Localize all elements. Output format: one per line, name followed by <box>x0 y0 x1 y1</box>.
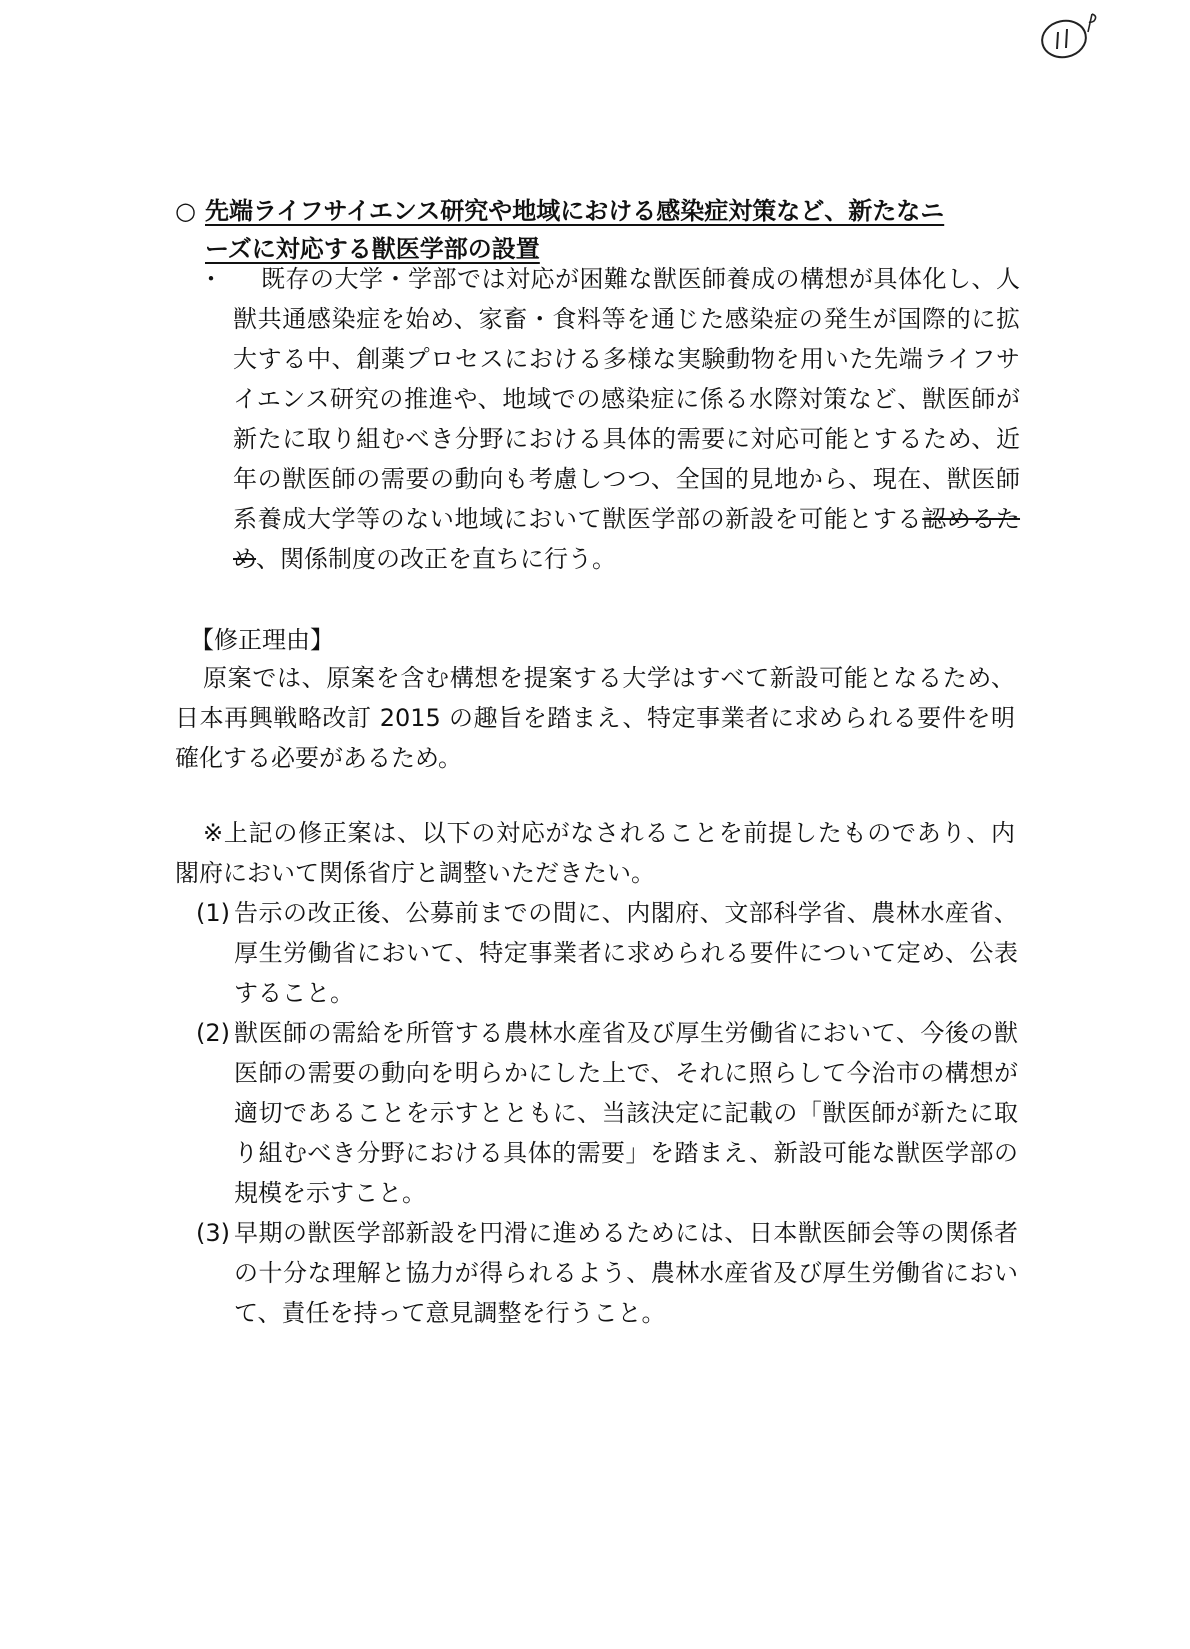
heading-line-1: 先端ライフサイエンス研究や地域における感染症対策など、新たなニ <box>205 197 945 225</box>
proposal-text-end: 、関係制度の改正を直ちに行う。 <box>256 545 617 573</box>
condition-item <box>196 893 1018 1013</box>
condition-number: (1) <box>196 899 230 927</box>
heading-line-2: ーズに対応する獣医学部の設置 <box>205 235 540 263</box>
condition-list <box>196 893 1018 1333</box>
condition-item <box>196 1013 1018 1213</box>
page-number-stamp <box>1038 12 1102 62</box>
condition-text: 早期の獣医学部新設を円滑に進めるためには、日本獣医師会等の関係者の十分な理解と協力が得られるよう、農林水産省及び厚生労働省において、責任を持って意見調整を行うこと。 <box>234 1219 1018 1327</box>
proposal-text <box>205 259 1020 579</box>
section-heading <box>175 192 1015 268</box>
heading-circle-mark: ○ <box>175 197 196 225</box>
proposal-bullet <box>199 259 1021 579</box>
struck-text: 認めるため <box>233 505 1021 573</box>
condition-number: (3) <box>196 1219 230 1247</box>
condition-item <box>196 1213 1018 1333</box>
reason-text: 原案では、原案を含む構想を提案する大学はすべて新設可能となるため、日本再興戦略改訂 2015 の趣旨を踏まえ、特定事業者に求められる要件を明確化する必要があるため。 <box>175 664 1015 772</box>
bullet-mark: ・ <box>199 265 223 293</box>
proposal-text-main: 既存の大学・学部では対応が困難な獣医師養成の構想が具体化し、人獣共通感染症を始め、家畜・食料等を通じた感染症の発生が国際的に拡大する中、創薬プロセスにおける多様な実験動物を用いた先端ライフサイエンス研究の推進や、地域での感染症に係る水際対策など、獣医師が新たに取り組むべき分野における具体的需要に対応可能とするため、近年の獣医師の需要の動向も考慮しつつ、全国的見地から、現在、獣医師系養成大学等のない地域において獣医学部の新設を可能とする <box>233 265 1020 533</box>
reason-label: 【修正理由】 <box>190 626 334 654</box>
condition-text: 告示の改正後、公募前までの間に、内閣府、文部科学省、農林水産省、厚生労働省において、特定事業者に求められる要件について定め、公表すること。 <box>234 899 1018 1007</box>
note-text: ※上記の修正案は、以下の対応がなされることを前提したものであり、内閣府において関係省庁と調整いただきたい。 <box>175 819 1015 887</box>
condition-number: (2) <box>196 1019 230 1047</box>
condition-text: 獣医師の需給を所管する農林水産省及び厚生労働省において、今後の獣医師の需要の動向を明らかにした上で、それに照らして今治市の構想が適切であることを示すとともに、当該決定に記載の「獣医師が新たに取り組むべき分野における具体的需要」を踏まえ、新設可能な獣医学部の規模を示すこと。 <box>234 1019 1018 1207</box>
